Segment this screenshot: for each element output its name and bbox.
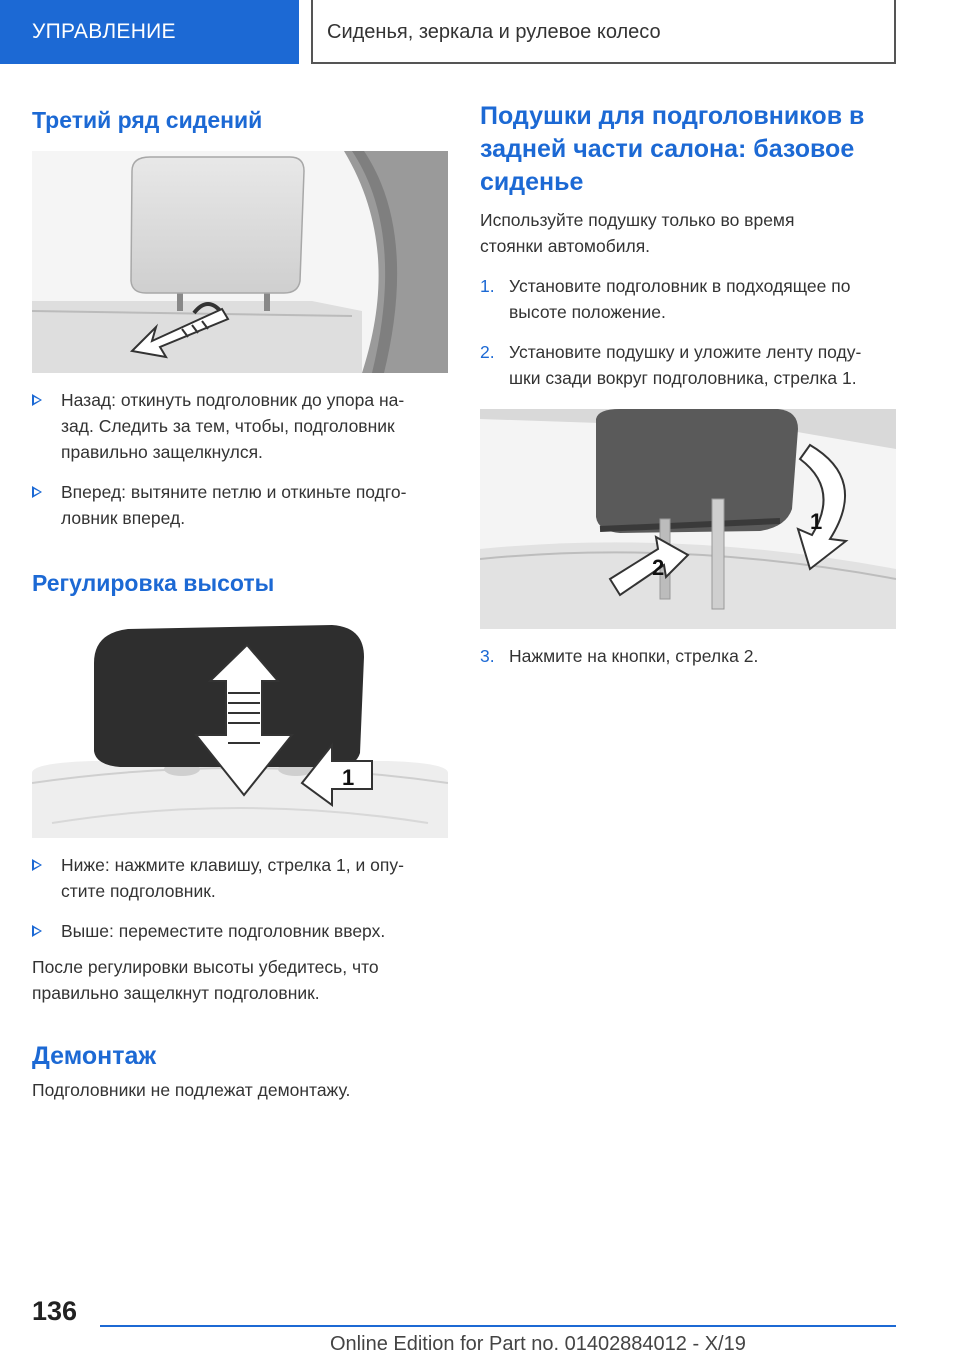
edition-label: Online Edition for Part no. 01402884012 - X/19 [330, 1333, 746, 1355]
list-item [32, 387, 450, 465]
arrow-label-1: 1 [342, 765, 355, 790]
pillow-intro: Используйте подушку только во время стоянки автомобиля. [480, 210, 795, 256]
chapter-title: Сиденья, зеркала и рулевое колесо [327, 21, 661, 43]
list-item-text: Выше: переместите подголовник вверх. [61, 921, 386, 941]
bullet-triangle-icon [32, 859, 42, 871]
list-item [32, 479, 450, 531]
step-text: Установите подушку и уложите ленту поду- шки сзади вокруг подголовника, стрелка 1. [509, 342, 862, 388]
arrow-label-2: 2 [652, 555, 665, 580]
height-adjust-heading: Регулировка высоты [32, 570, 275, 596]
page-number: 136 [32, 1296, 78, 1326]
removal-text: Подголовники не подлежат демонтажу. [32, 1080, 351, 1100]
step-text: Нажмите на кнопки, стрелка 2. [509, 646, 759, 666]
removal-heading: Демонтаж [32, 1042, 157, 1070]
footer-divider [100, 1325, 896, 1327]
bullet-triangle-icon [32, 925, 42, 937]
list-item-text: Вперед: вытяните петлю и откиньте подго- ловник вперед. [61, 482, 407, 528]
third-row-heading: Третий ряд сидений [32, 107, 263, 133]
third-row-headrest-figure [32, 151, 448, 373]
arrow-label-1: 1 [810, 509, 823, 534]
bullet-triangle-icon [32, 394, 42, 406]
step-item [480, 643, 898, 669]
list-item-text: Ниже: нажмите клавишу, стрелка 1, и опу- стите подголовник. [61, 855, 404, 901]
step-text: Установите подголовник в подходящее по высоте положение. [509, 276, 851, 322]
bullet-triangle-icon [32, 486, 42, 498]
pillow-heading: Подушки для подголовников в задней части салона: базовое сиденье [480, 102, 865, 196]
section-tab: УПРАВЛЕНИЕ [0, 0, 299, 64]
step-number: 2. [480, 342, 495, 362]
pillow-figure [480, 409, 896, 629]
list-item [32, 918, 450, 944]
height-adjust-figure [32, 623, 448, 838]
list-item [32, 852, 450, 904]
step-number: 3. [480, 646, 495, 666]
step-number: 1. [480, 276, 495, 296]
left-column [32, 100, 450, 1103]
step-item [480, 273, 898, 325]
right-column [480, 100, 898, 669]
height-note: После регулировки высоты убедитесь, что правильно защелкнут подголовник. [32, 957, 379, 1003]
list-item-text: Назад: откинуть подголовник до упора на- зад. Следить за тем, чтобы, подголовник правильно защелкнулся. [61, 390, 405, 462]
chapter-header [311, 0, 896, 64]
step-item [480, 339, 898, 391]
